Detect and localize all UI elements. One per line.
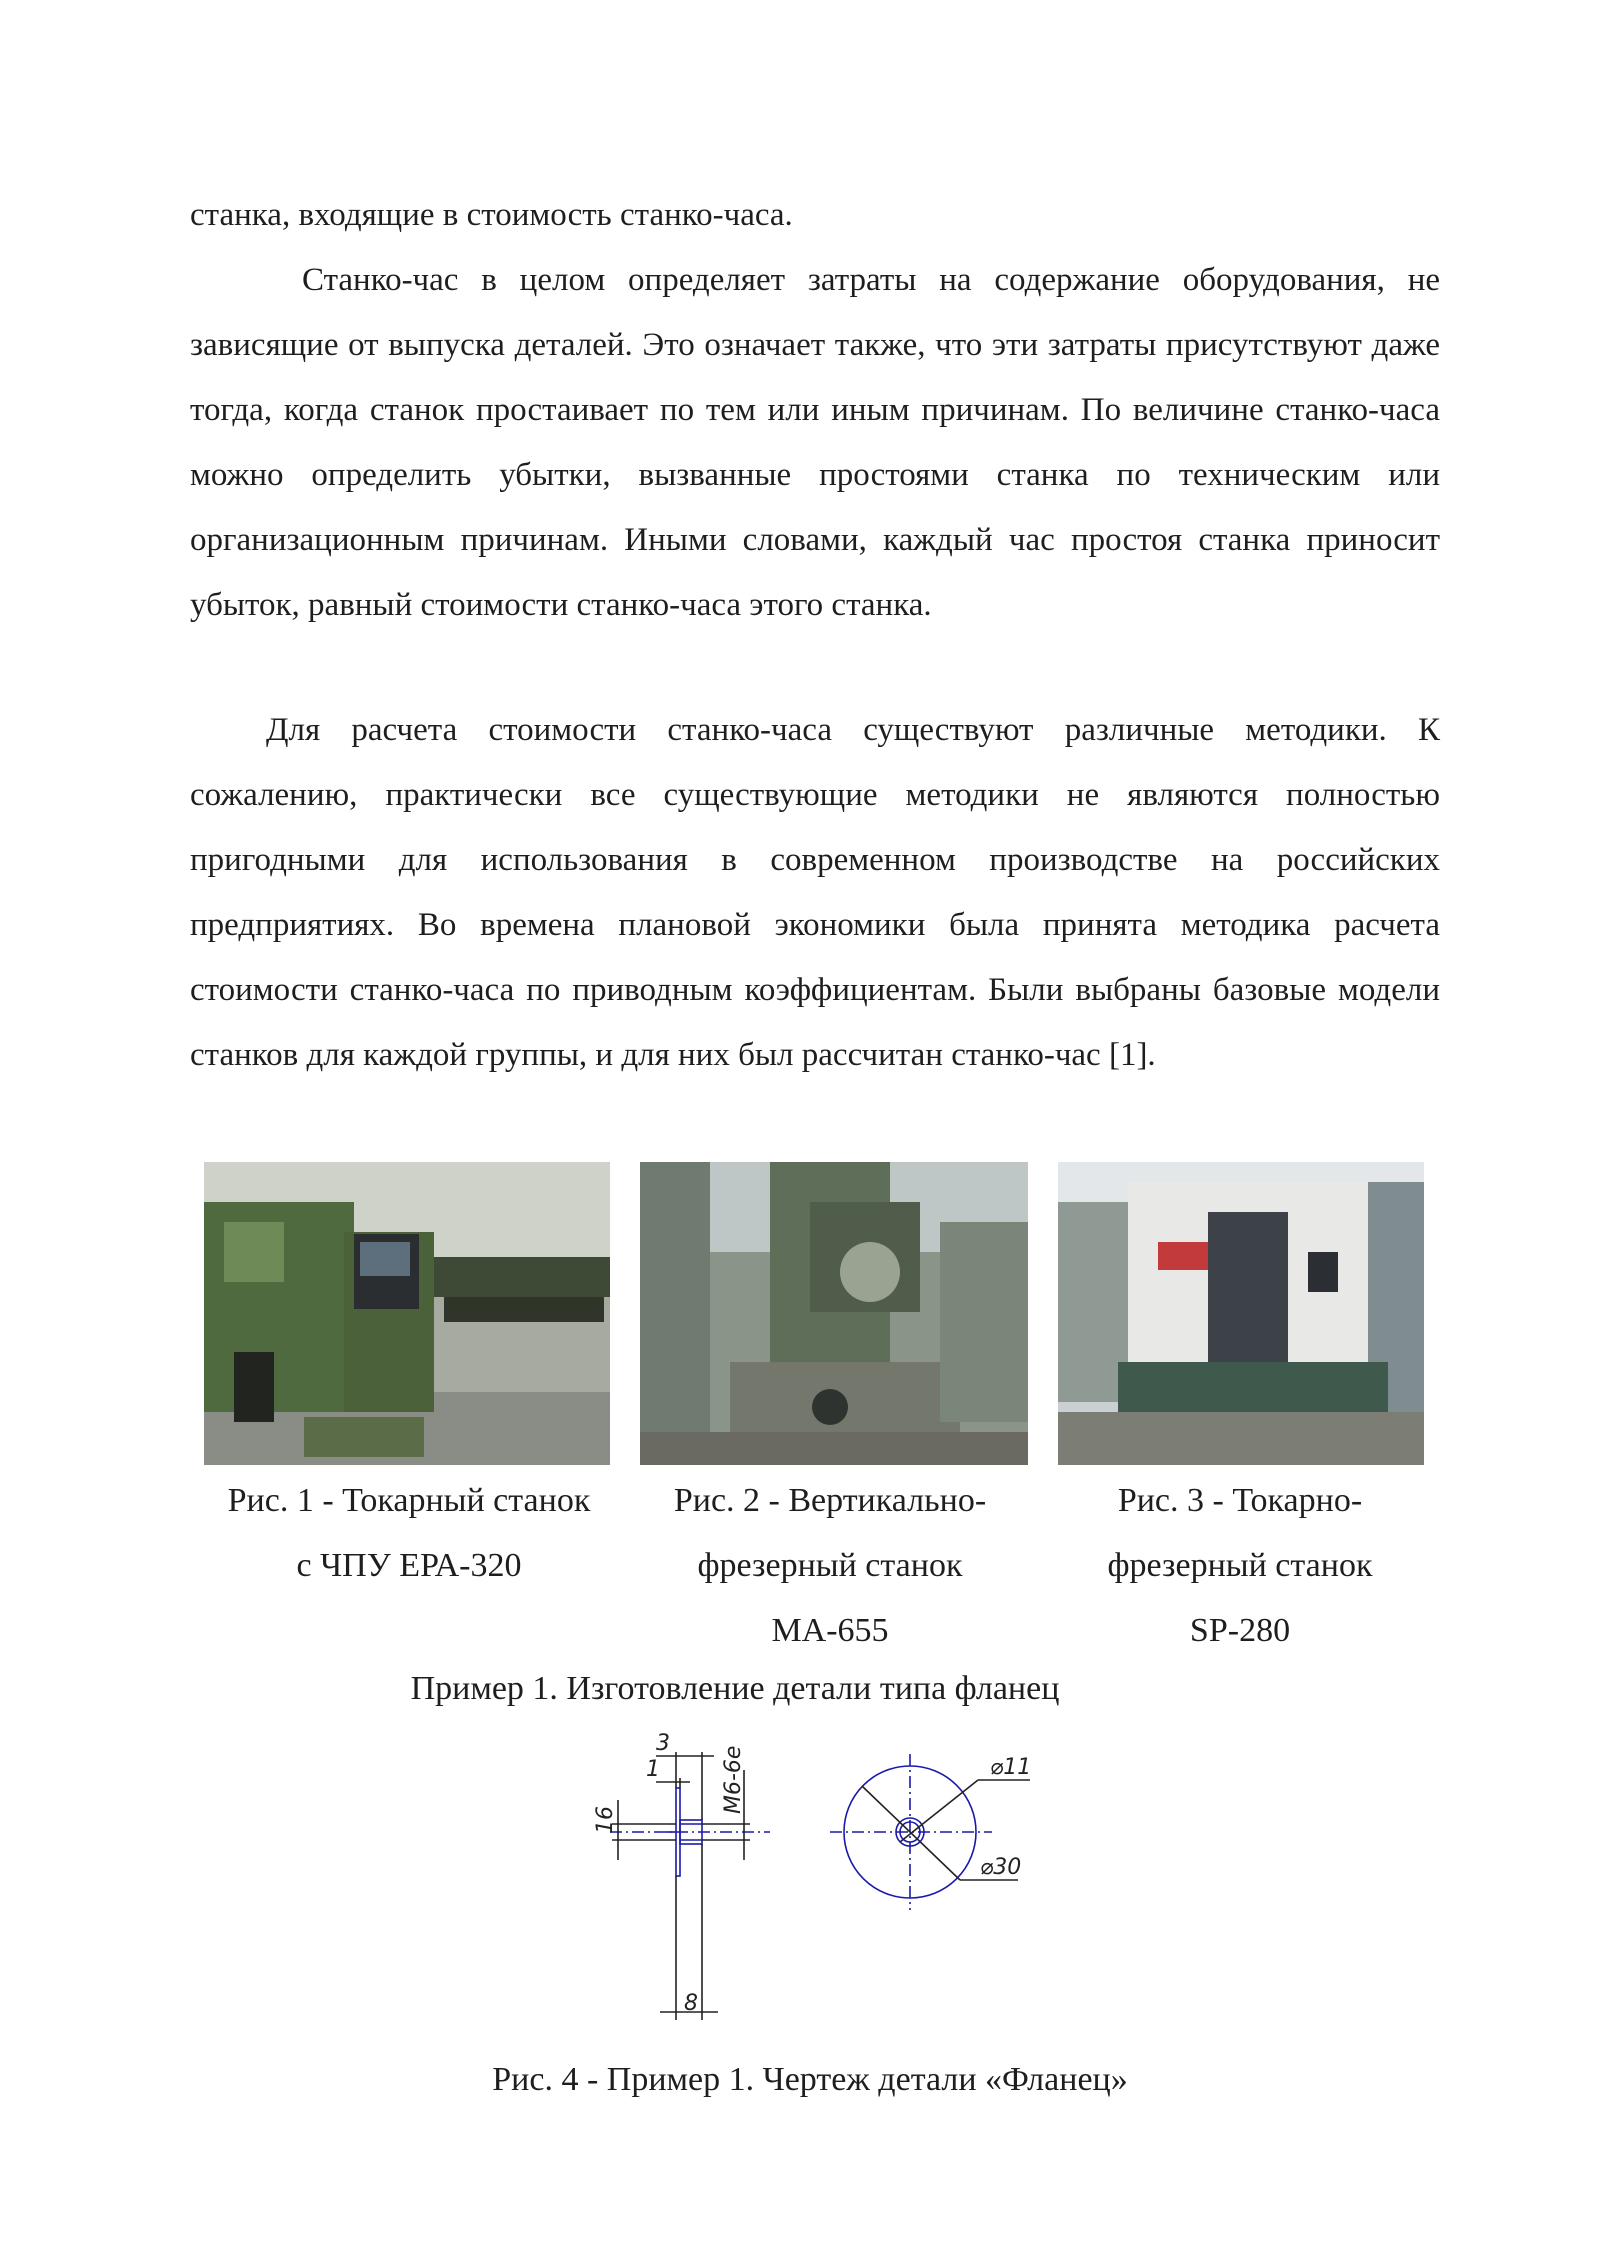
milling-machine-photo <box>640 1162 1028 1465</box>
figure-3-caption <box>1060 1468 1420 1663</box>
paragraph-3: Для расчета стоимости станко-часа существуют различные методики. К сожалению, практически все существующие методики не являются полностью пригодными для использования в современном производстве на российских предприятиях. Во времена плановой экономики была принята методика расчета стоимости станко-часа по приводным коэффициентам. Были выбраны базовые модели станков для каждой группы, и для них был рассчитан станко-час [1]. <box>190 712 1440 1073</box>
paragraph-2: Станко-час в целом определяет затраты на содержание оборудования, не зависящие от выпуска деталей. Это означает также, что эти затраты присутствуют даже тогда, когда станок простаивает по тем или иным причинам. По величине станко-часа можно определить убытки, вызванные простоями станка по техническим или организационным причинам. Иными словами, каждый час простоя станка приносит убыток, равный стоимости станко-часа этого станка. <box>190 262 1440 623</box>
dim-small-diameter: ⌀11 <box>990 1755 1032 1780</box>
example-title: Пример 1. Изготовление детали типа фланец <box>410 1670 1060 1707</box>
lathe-photo <box>204 1162 610 1465</box>
dim-shoulder: 1 <box>646 1757 660 1782</box>
dim-flange-thickness: 3 <box>656 1731 670 1756</box>
dim-thread: M6-6e <box>721 1745 746 1814</box>
figure-1-caption-line-1: Рис. 1 - Токарный станок <box>227 1482 591 1519</box>
figure-2-caption-line-2: фрезерный станок <box>697 1547 963 1584</box>
turn-mill-center-photo <box>1058 1162 1424 1465</box>
paragraph-continuation <box>190 183 1440 248</box>
figure-2-caption <box>645 1468 1015 1663</box>
paragraph-machine-hour <box>190 248 1440 638</box>
figure-2-caption-line-3: МА-655 <box>771 1612 889 1649</box>
dim-large-diameter: ⌀30 <box>980 1855 1022 1880</box>
figure-2-caption-line-1: Рис. 2 - Вертикально- <box>673 1482 987 1519</box>
dim-hole-height: 16 <box>593 1806 618 1834</box>
paragraph-methods <box>190 698 1440 1088</box>
figure-3-caption-line-1: Рис. 3 - Токарно- <box>1117 1482 1363 1519</box>
paragraph-1: станка, входящие в стоимость станко-часа. <box>190 197 793 233</box>
figure-4-caption: Рис. 4 - Пример 1. Чертеж детали «Фланец» <box>492 2061 1128 2098</box>
figure-3-caption-line-2: фрезерный станок <box>1107 1547 1373 1584</box>
figure-3-caption-line-3: SP-280 <box>1189 1612 1291 1649</box>
figure-1-caption-line-2: с ЧПУ ЕРА-320 <box>296 1547 522 1584</box>
figure-1-caption <box>195 1468 623 1598</box>
flange-drawing <box>593 1730 1070 2050</box>
dim-length: 8 <box>684 1991 698 2016</box>
